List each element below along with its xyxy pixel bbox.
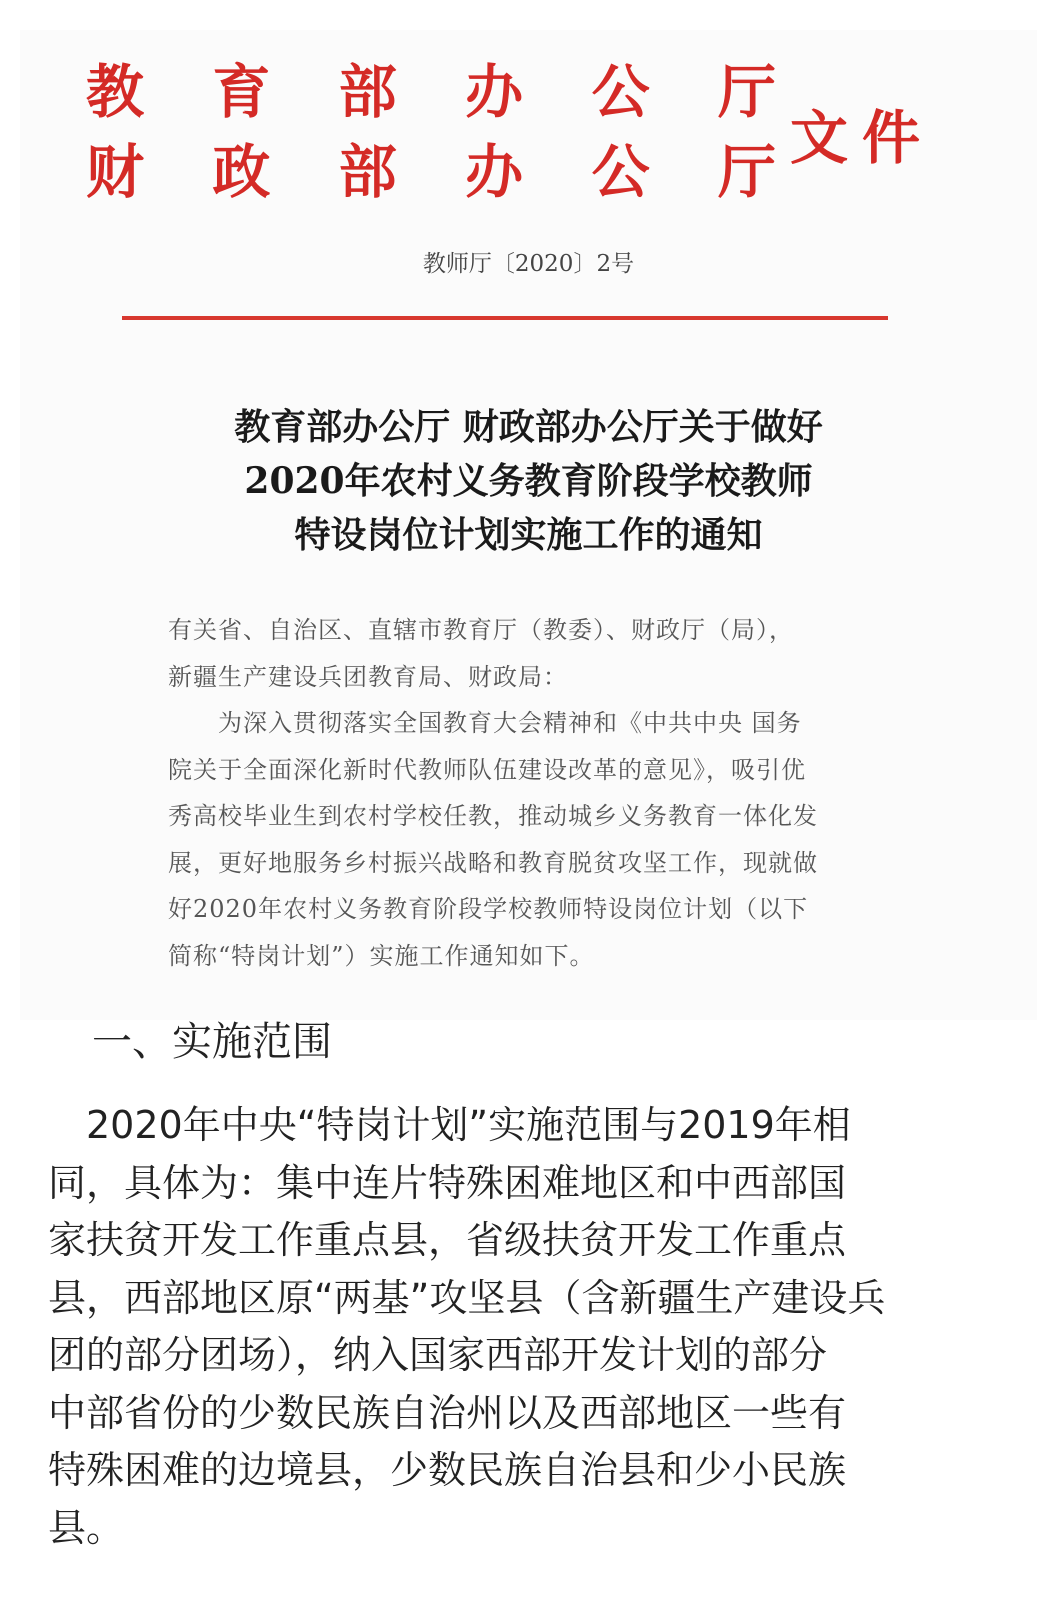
issuer-char: 公 bbox=[591, 58, 650, 126]
body-line: 简称“特岗计划”）实施工作通知如下。 bbox=[168, 941, 595, 970]
issuer-char: 政 bbox=[212, 138, 271, 206]
document-number: 教师厅〔2020〕2号 bbox=[422, 251, 635, 277]
issuer-char: 育 bbox=[212, 58, 271, 126]
paragraph-line: 特殊困难的边境县，少数民族自治县和少小民族 bbox=[48, 1448, 847, 1492]
document-title bbox=[0, 400, 1057, 562]
body-line: 有关省、自治区、直辖市教育厅（教委）、财政厅（局）， bbox=[168, 616, 794, 644]
paragraph-line: 家扶贫开发工作重点县，省级扶贫开发工作重点 bbox=[48, 1218, 847, 1262]
issuer-ministry-of-finance bbox=[86, 132, 776, 212]
title-line: 2020年农村义务教育阶段学校教师 bbox=[244, 460, 813, 502]
body-line: 院关于全面深化新时代教师队伍建设改革的意见》，吸引优 bbox=[168, 755, 806, 784]
issuer-char: 公 bbox=[591, 138, 650, 206]
red-divider-line bbox=[122, 316, 888, 320]
issuer-char: 部 bbox=[338, 138, 397, 206]
notice-body bbox=[168, 607, 868, 979]
issuer-ministry-of-education bbox=[86, 52, 776, 132]
body-line: 展，更好地服务乡村振兴战略和教育脱贫攻坚工作，现就做 bbox=[168, 848, 818, 877]
issuer-char: 厅 bbox=[717, 138, 776, 206]
issuer-char: 办 bbox=[465, 138, 524, 206]
issuing-departments bbox=[86, 52, 776, 212]
section-paragraph bbox=[48, 1097, 1018, 1557]
issuer-char: 厅 bbox=[717, 58, 776, 126]
issuer-char: 财 bbox=[86, 138, 145, 206]
body-line: 为深入贯彻落实全国教育大会精神和《中共中央 国务 bbox=[168, 709, 802, 737]
title-line: 特设岗位计划实施工作的通知 bbox=[294, 514, 763, 556]
paragraph-line: 中部省份的少数民族自治州以及西部地区一些有 bbox=[48, 1390, 847, 1435]
paragraph-line: 2020年中央“特岗计划”实施范围与2019年相 bbox=[48, 1103, 851, 1147]
issuer-char: 教 bbox=[86, 58, 145, 126]
paragraph-line: 县。 bbox=[48, 1505, 125, 1550]
paragraph-line: 县，西部地区原“两基”攻坚县（含新疆生产建设兵 bbox=[48, 1275, 886, 1320]
issuer-char: 部 bbox=[338, 58, 397, 126]
document-type-label: 文件 bbox=[790, 104, 935, 172]
issuer-char: 办 bbox=[465, 58, 524, 126]
title-line: 教育部办公厅 财政部办公厅关于做好 bbox=[234, 406, 823, 448]
section-heading: 一、实施范围 bbox=[92, 1019, 332, 1065]
body-line: 好2020年农村义务教育阶段学校教师特设岗位计划（以下 bbox=[168, 895, 809, 923]
paragraph-line: 团的部分团场），纳入国家西部开发计划的部分 bbox=[48, 1333, 828, 1377]
body-line: 秀高校毕业生到农村学校任教，推动城乡义务教育一体化发 bbox=[168, 802, 818, 830]
body-line: 新疆生产建设兵团教育局、财政局： bbox=[168, 662, 568, 691]
paragraph-line: 同，具体为：集中连片特殊困难地区和中西部国 bbox=[48, 1160, 847, 1205]
